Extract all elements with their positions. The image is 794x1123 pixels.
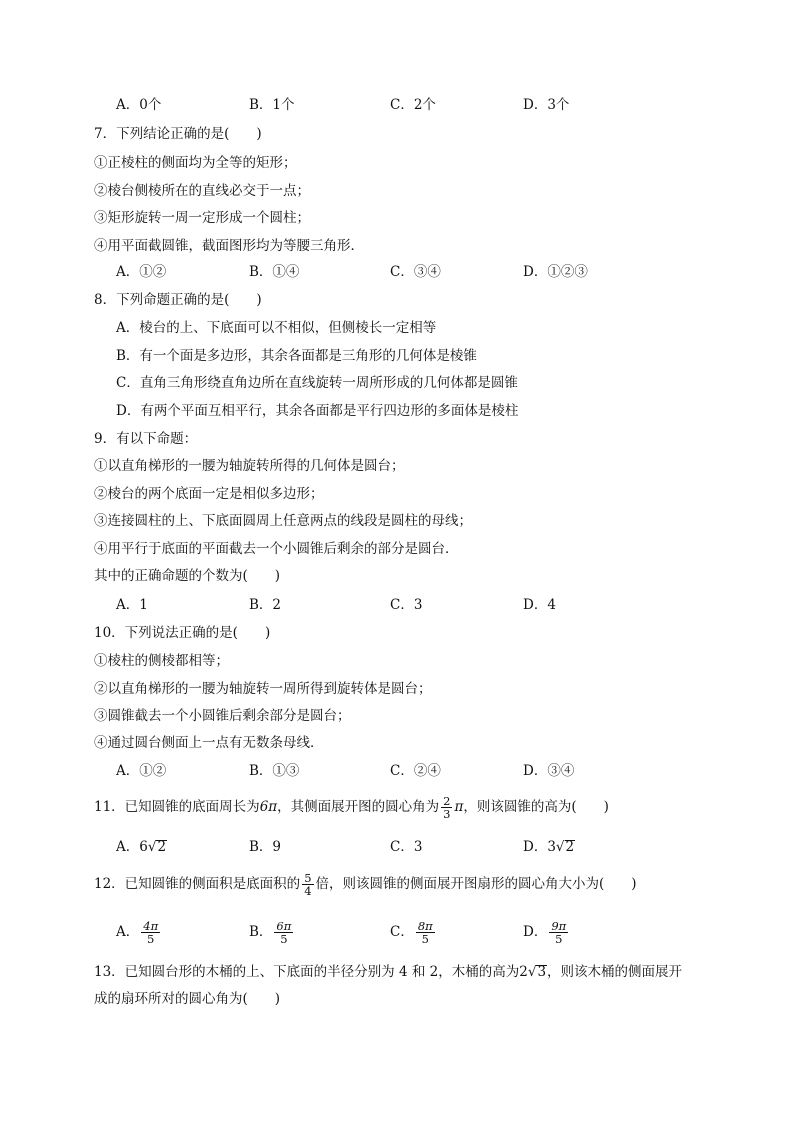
q11-option-d-coef: 3	[547, 839, 556, 855]
q6-option-d: D．3个	[523, 97, 570, 113]
q11-option-d-label: D．	[523, 839, 548, 855]
q9-item-1: ①以直角梯形的一腰为轴旋转所得的几何体是圆台；	[94, 458, 405, 474]
q10-option-d: D．③④	[523, 763, 575, 779]
q9-option-b: B．2	[249, 597, 282, 613]
q12-option-b-denominator: 5	[280, 932, 288, 946]
q12-option-b-label: B．	[249, 924, 273, 940]
q7-option-d: D．①②③	[523, 264, 588, 280]
q9-question: 其中的正确命题的个数为( )	[94, 568, 281, 584]
q11-option-a-label: A．	[116, 839, 140, 855]
q12-ratio-denominator: 4	[304, 884, 312, 898]
q9-item-4: ④用平行于底面的平面截去一个小圆锥后剩余的部分是圆台．	[94, 541, 459, 557]
q9-option-c: C．3	[390, 597, 423, 613]
q12-option-c-label: C．	[390, 924, 414, 940]
q12-option-b-numerator: 6π	[276, 919, 292, 933]
q11-stem	[94, 795, 609, 820]
q10-option-b: B．①③	[249, 763, 300, 779]
q12-stem-text-b: 倍，则该圆锥的侧面展开图扇形的圆心角大小为( )	[315, 876, 637, 892]
q12-ratio-numerator: 5	[304, 871, 312, 885]
q12-option-d-numerator: 9π	[551, 919, 567, 933]
q12-option-c-fraction	[416, 920, 435, 945]
q12-stem	[94, 872, 637, 897]
q12-option-a-denominator: 5	[147, 932, 155, 946]
q10-option-a: A．①②	[116, 763, 167, 779]
q12-option-d-fraction	[549, 920, 568, 945]
q11-stem-text-c: ，则该圆锥的高为( )	[463, 799, 609, 815]
q11-angle-numerator: 2	[443, 794, 451, 808]
q6-option-a: A．0个	[116, 97, 162, 113]
q10-item-4: ④通过圆台侧面上一点有无数条母线．	[94, 735, 324, 751]
q11-option-a-sqrt: √2	[147, 839, 167, 855]
q7-item-4: ④用平面截圆锥，截面图形均为等腰三角形．	[94, 238, 364, 254]
q6-option-c: C．2个	[390, 97, 436, 113]
q13-stem-line-2: 成的扇环所对的圆心角为( )	[94, 991, 281, 1007]
q10-item-2: ②以直角梯形的一腰为轴旋转一周所得到旋转体是圆台；	[94, 681, 432, 697]
q10-item-3: ③圆锥截去一个小圆锥后剩余部分是圆台；	[94, 708, 351, 724]
q10-item-1: ①棱柱的侧棱都相等；	[94, 653, 229, 669]
q12-ratio-fraction	[302, 872, 313, 897]
q11-option-d-sqrt: √2	[555, 839, 575, 855]
q12-option-b	[249, 920, 295, 945]
q12-option-b-fraction	[274, 920, 293, 945]
q12-option-d-label: D．	[523, 924, 548, 940]
q10-option-c: C．②④	[390, 763, 441, 779]
q9-option-d: D．4	[523, 597, 556, 613]
q13-stem	[94, 963, 682, 981]
q7-option-a: A．①②	[116, 264, 167, 280]
q7-item-3: ③矩形旋转一周一定形成一个圆柱；	[94, 210, 310, 226]
q12-option-d	[523, 920, 570, 945]
q8-option-a: A．棱台的上、下底面可以不相似，但侧棱长一定相等	[116, 320, 437, 336]
q6-option-b: B．1个	[249, 97, 295, 113]
q9-option-a: A．1	[116, 597, 148, 613]
q11-option-b: B．9	[249, 839, 282, 855]
q11-angle-pi: π	[454, 799, 464, 815]
q8-option-b: B．有一个面是多边形，其余各面都是三角形的几何体是棱锥	[116, 348, 477, 364]
q9-item-2: ②棱台的两个底面一定是相似多边形；	[94, 486, 324, 502]
q7-stem: 7．下列结论正确的是( )	[94, 126, 262, 142]
q12-option-d-denominator: 5	[555, 932, 563, 946]
q9-item-3: ③连接圆柱的上、下底面圆周上任意两点的线段是圆柱的母线；	[94, 513, 472, 529]
q7-item-1: ①正棱柱的侧面均为全等的矩形；	[94, 155, 297, 171]
q12-option-a-label: A．	[116, 924, 140, 940]
q11-angle-denominator: 3	[443, 807, 451, 821]
q13-stem-text-b: ，则该木桶的侧面展开	[547, 964, 683, 980]
q11-stem-text-a: 11．已知圆锥的底面周长为	[94, 799, 260, 815]
q8-stem: 8．下列命题正确的是( )	[94, 292, 262, 308]
q9-stem: 9．有以下命题：	[94, 431, 198, 447]
q10-stem: 10．下列说法正确的是( )	[94, 625, 271, 641]
q11-option-a	[116, 838, 167, 856]
q11-option-a-radicand: 2	[157, 839, 167, 855]
q7-item-2: ②棱台侧棱所在的直线必交于一点；	[94, 183, 310, 199]
q12-option-c-denominator: 5	[421, 932, 429, 946]
q11-stem-text-b: ，其侧面展开图的圆心角为	[277, 799, 440, 815]
q13-height-radicand: 3	[537, 964, 547, 980]
q7-option-c: C．③④	[390, 264, 441, 280]
q8-option-d: D．有两个平面互相平行，其余各面都是平行四边形的多面体是棱柱	[116, 403, 519, 419]
q12-option-c	[390, 920, 437, 945]
q11-option-c: C．3	[390, 839, 423, 855]
q13-stem-text-a: 13．已知圆台形的木桶的上、下底面的半径分别为 4 和 2，木桶的高为	[94, 964, 520, 980]
q12-option-a-numerator: 4π	[143, 919, 159, 933]
q12-option-a	[116, 920, 162, 945]
q13-height-sqrt: √3	[527, 964, 547, 980]
q11-circumference: 6π	[259, 799, 278, 815]
q11-angle-fraction	[441, 795, 452, 820]
q12-option-a-fraction	[141, 920, 160, 945]
q11-option-d	[523, 838, 575, 856]
q12-stem-text-a: 12．已知圆锥的侧面积是底面积的	[94, 876, 301, 892]
q12-option-c-numerator: 8π	[417, 919, 433, 933]
q8-option-c: C．直角三角形绕直角边所在直线旋转一周所形成的几何体都是圆锥	[116, 375, 518, 391]
q13-height-coef: 2	[519, 964, 528, 980]
q11-option-d-radicand: 2	[565, 839, 575, 855]
q11-option-a-coef: 6	[139, 839, 148, 855]
q7-option-b: B．①④	[249, 264, 300, 280]
